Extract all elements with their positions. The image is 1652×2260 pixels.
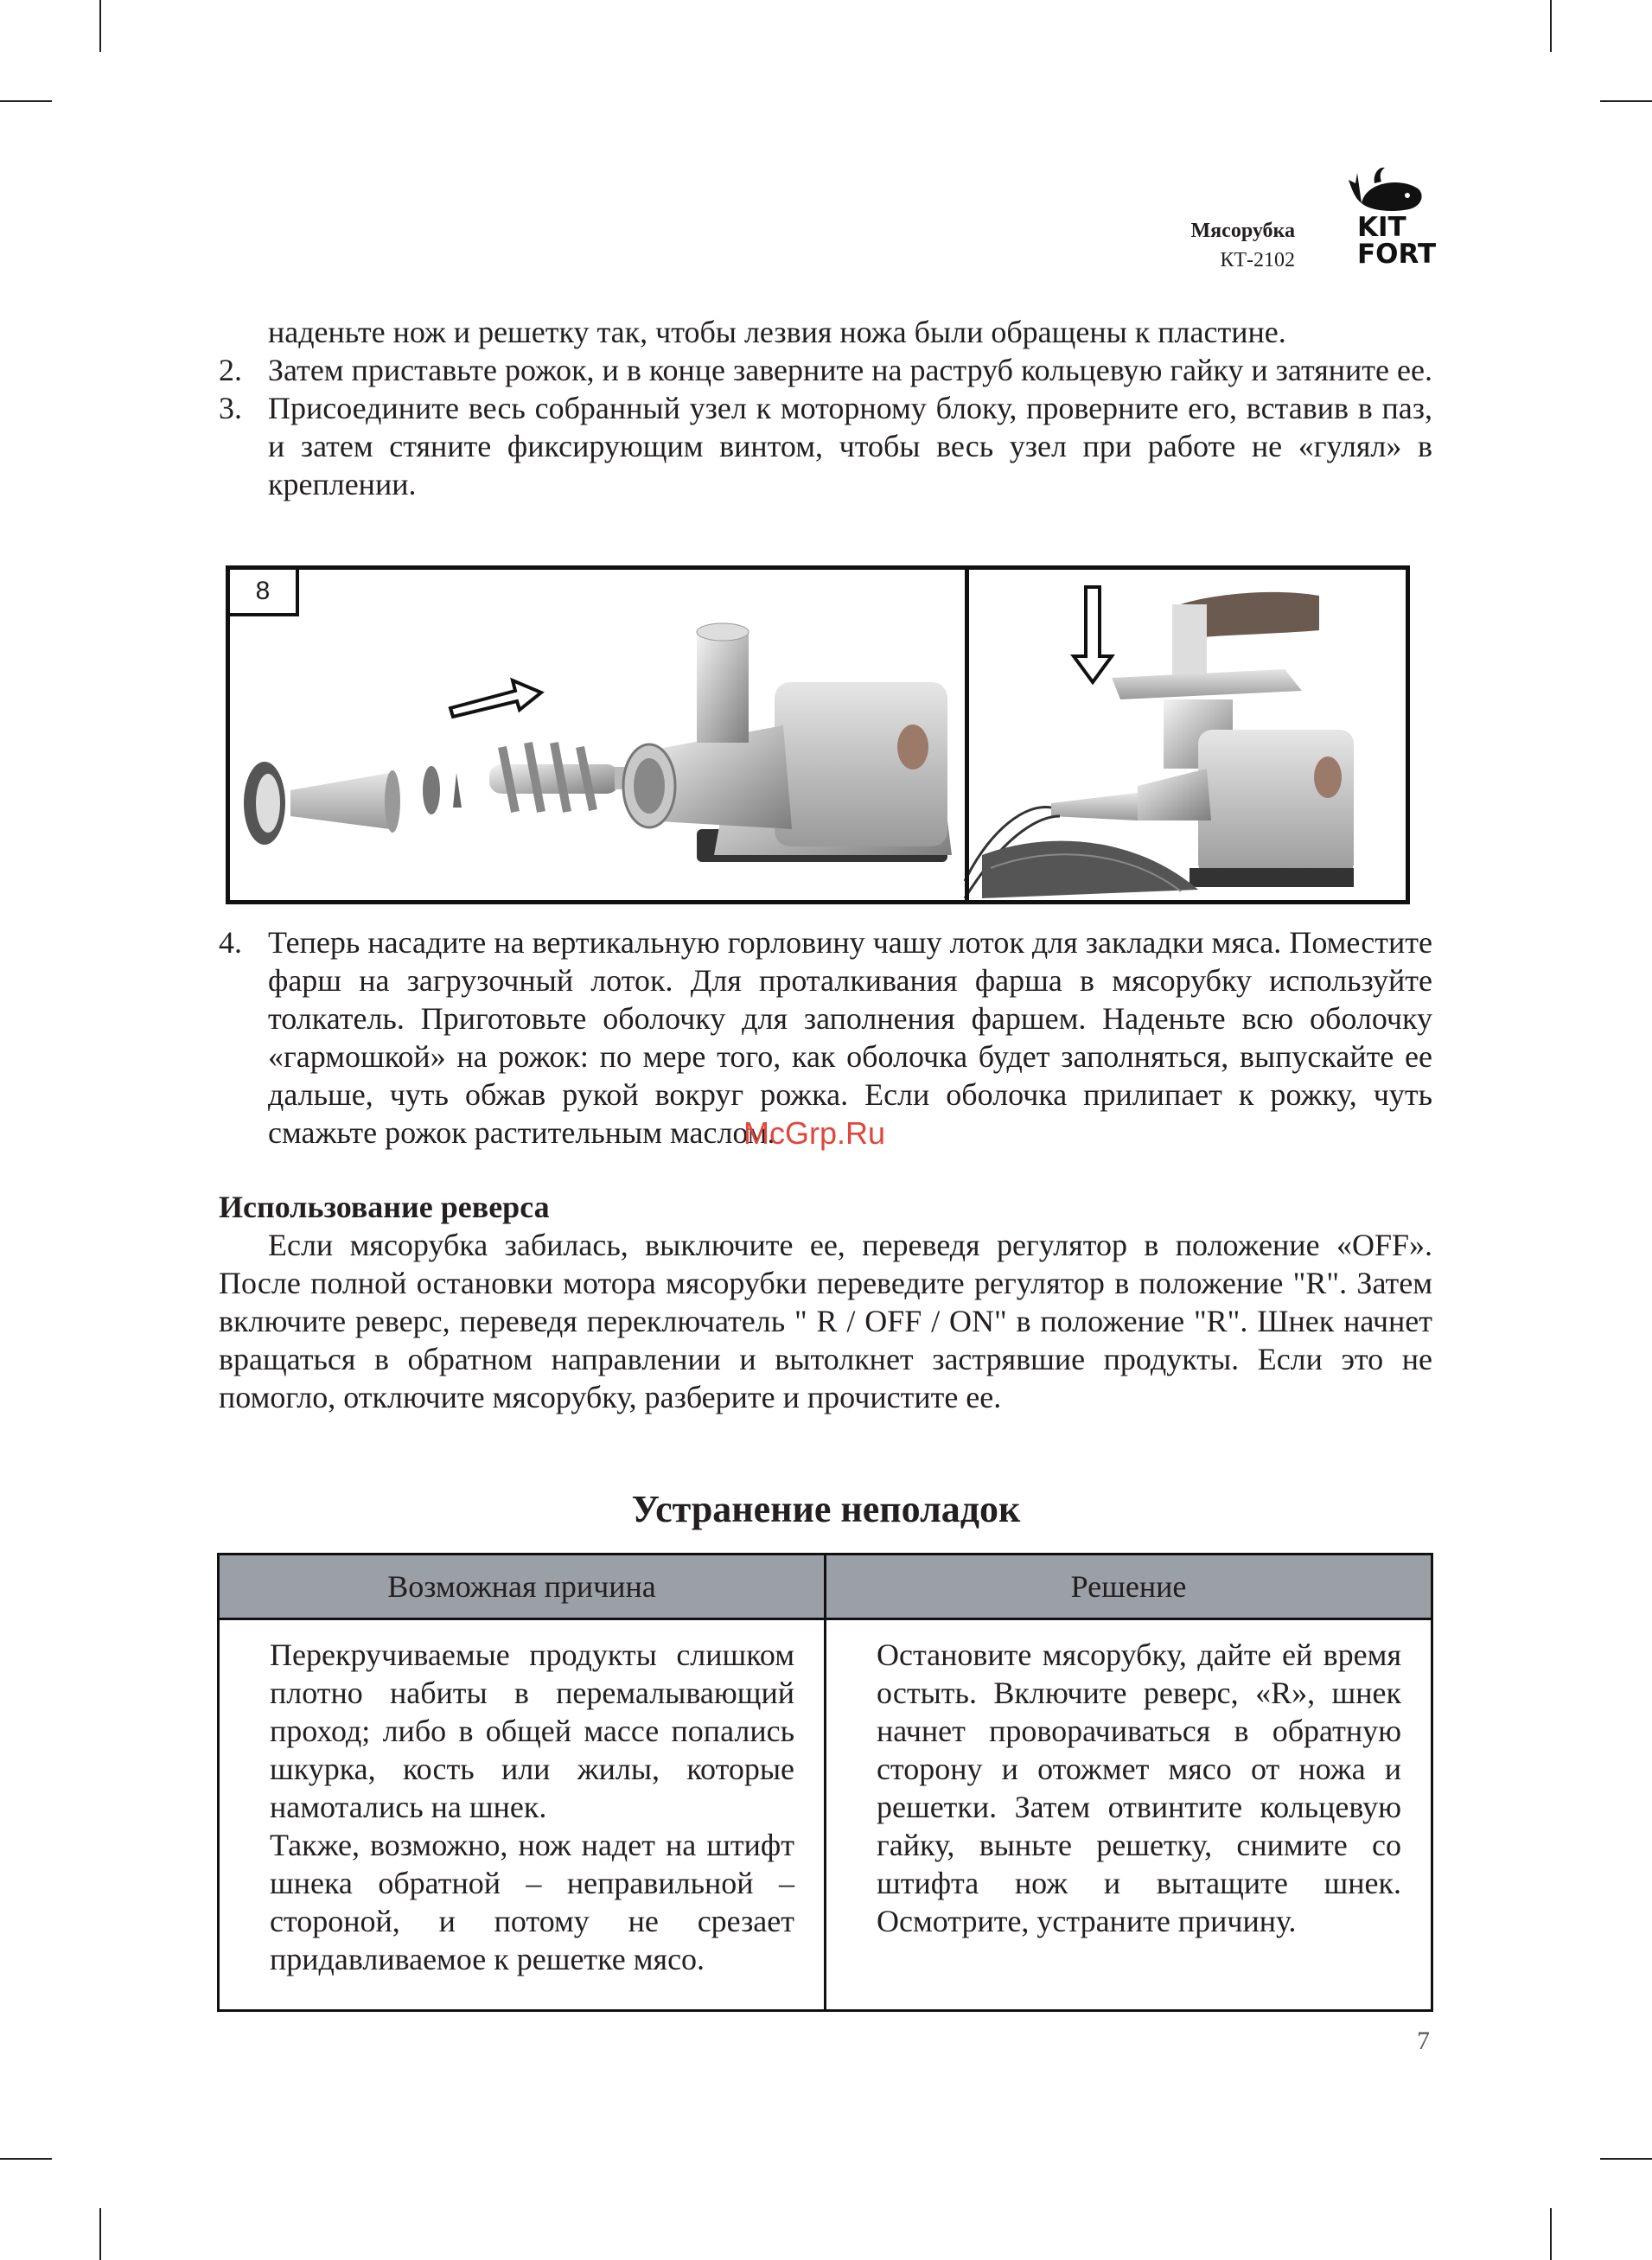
crop-mark <box>1600 100 1652 102</box>
arrow-right-icon <box>450 680 541 717</box>
crop-mark <box>99 2208 101 2260</box>
header-model: КТ-2102 <box>1220 249 1295 271</box>
watermark: McGrp.Ru <box>743 1115 886 1151</box>
paragraph: Если мясорубка забилась, выключите ее, переведя регулятор в положение «OFF». После полной остановки мотора мясорубки переведите регулятор в положение "R". Затем включите реверс, переведя переключатель " R / OFF / ON" в положение "R". Шнек начнет вращаться в обратном направлении и вытолкнет застрявшие продукты. Если это не помогло, отключите мясорубку, разберите и прочистите ее. <box>219 1228 1432 1414</box>
crop-mark <box>0 2158 52 2160</box>
step-number: 3. <box>219 391 242 425</box>
step-text: Затем приставьте рожок, и в конце заверните на раструб кольцевую гайку и затяните ее. <box>268 353 1432 387</box>
solution-paragraph: Остановите мясорубку, дайте ей время остыть. Включите реверс, «R», шнек начнет проворачиваться в обратную сторону и отожмет мясо от ножа и решетки. Затем отвинтите кольцевую гайку, выньте решетку, снимите со штифта нож и вытащите шнек. Осмотрите, устраните причину. <box>877 1638 1401 1938</box>
header-title: Мясорубка <box>1190 220 1295 242</box>
step-text: Присоедините весь собранный узел к моторному блоку, проверните его, вставив в паз, и затем стяните фиксирующим винтом, чтобы весь узел при работе не «гулял» в креплении. <box>268 391 1432 501</box>
assembly-illustration <box>230 570 1406 900</box>
crop-mark <box>99 0 101 52</box>
steps-top <box>219 313 1432 503</box>
section-heading: Использование реверса <box>219 1190 550 1224</box>
step-number: 4. <box>219 925 242 960</box>
whale-icon <box>1323 164 1444 216</box>
figure-8 <box>226 565 1410 904</box>
blade <box>453 773 462 808</box>
crop-mark <box>1550 0 1552 52</box>
logo-text-fort: FORT <box>1357 239 1437 270</box>
horn-flange <box>385 770 400 833</box>
table-header-row <box>219 1555 1432 1619</box>
cause-cell <box>219 1619 826 2011</box>
step-continuation: наденьте нож и решетку так, чтобы лезвия ножа были обращены к пластине. <box>268 315 1286 349</box>
sausage-horn <box>290 773 390 829</box>
step-text: Теперь насадите на вертикальную горловину чашу лоток для закладки мяса. Поместите фарш на загрузочный лоток. Для проталкивания фарша в мясорубку используйте толкатель. Приготовьте оболочку для заполнения фаршем. Наденьте всю оболочку «гармошкой» на рожок: по мере того, как оболочка будет заполняться, выпускайте ее дальше, чуть обжав рукой вокруг рожка. Если оболочка прилипает к рожку, чуть смажьте рожок растительным маслом. <box>268 925 1432 1150</box>
figure-divider <box>965 570 969 900</box>
kitfort-logo <box>1323 164 1444 272</box>
reverse-section <box>219 1188 1432 1416</box>
crop-mark <box>1550 2208 1552 2260</box>
figure-number: 8 <box>230 570 299 616</box>
list-item <box>219 351 1432 389</box>
column-header-solution: Решение <box>826 1555 1432 1619</box>
page-number: 7 <box>1417 2027 1430 2055</box>
grinder-with-tray <box>965 592 1354 898</box>
running-header <box>1191 216 1295 275</box>
grinding-plate <box>423 766 440 814</box>
troubleshooting-table <box>217 1553 1433 2012</box>
arrow-down-icon <box>1074 587 1112 682</box>
ring-nut <box>244 762 285 845</box>
column-header-cause: Возможная причина <box>219 1555 826 1619</box>
section-title: Устранение неполадок <box>631 1488 1021 1530</box>
crop-mark <box>1600 2158 1652 2160</box>
list-item <box>219 313 1432 351</box>
grinder-body <box>623 623 952 862</box>
solution-cell <box>826 1619 1432 2011</box>
cause-paragraph: Перекручиваемые продукты слишком плотно набиты в перемалывающий проход; либо в общей массе попались шкурка, кость или жилы, которые намотались на шнек. <box>270 1638 794 1824</box>
table-row <box>219 1619 1432 2011</box>
logo-text-kit: KIT <box>1357 212 1406 243</box>
crop-mark <box>0 100 52 102</box>
cause-paragraph: Также, возможно, нож надет на штифт шнека обратной – неправильной – стороной, и потому не срезает придавливаемое к решетке мясо. <box>270 1828 794 1976</box>
step-number: 2. <box>219 353 242 387</box>
list-item <box>219 389 1432 503</box>
